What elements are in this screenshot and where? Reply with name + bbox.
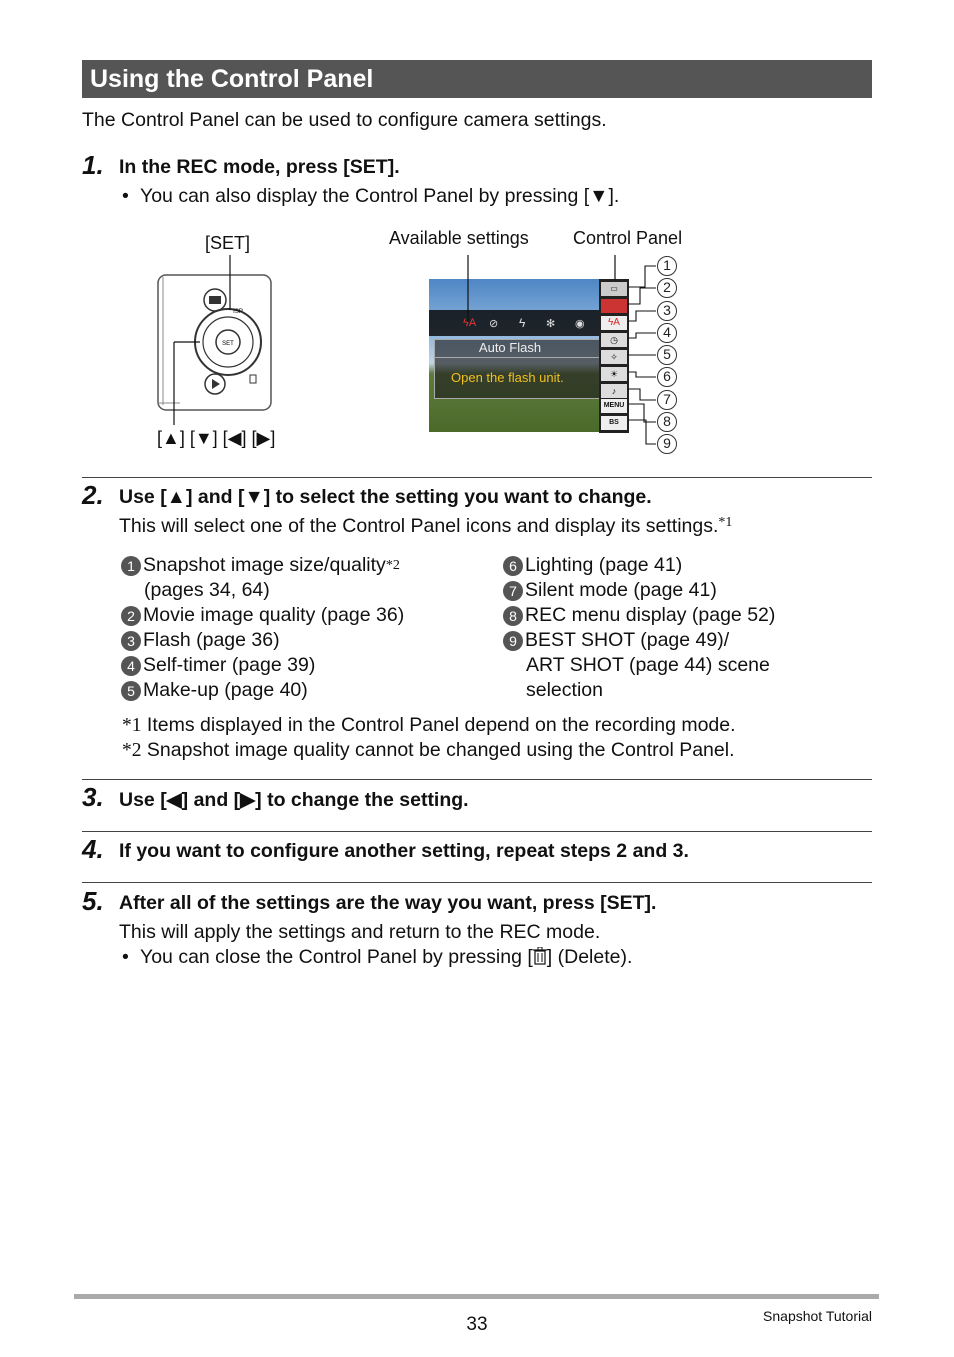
- step-divider: [82, 882, 872, 883]
- step-5-title: After all of the settings are the way you want, press [SET].: [119, 892, 657, 914]
- callout-3: 3: [657, 301, 677, 321]
- footer-rule: [74, 1294, 879, 1299]
- make-up-icon: ✧: [601, 350, 627, 364]
- callout-8: 8: [657, 412, 677, 432]
- step-3-number: 3.: [82, 782, 104, 812]
- footnotes: [122, 713, 736, 763]
- list-item: 9 BEST SHOT (page 49)/: [503, 628, 775, 653]
- step-1-title: In the REC mode, press [SET].: [119, 156, 400, 178]
- footnote-1: *1 Items displayed in the Control Panel depend on the recording mode.: [122, 714, 736, 736]
- arrows-label: [▲] [▼] [◀] [▶]: [157, 428, 276, 448]
- list-item: 5 Make-up (page 40): [121, 678, 404, 703]
- self-timer-icon: ◷: [601, 333, 627, 347]
- callout-7: 7: [657, 390, 677, 410]
- lighting-icon: ☀: [601, 367, 627, 381]
- step-2-title: Use [▲] and [▼] to select the setting you want to change.: [119, 486, 652, 508]
- list-item: 4 Self-timer (page 39): [121, 653, 404, 678]
- set-label: [SET]: [205, 233, 251, 253]
- list-item: 1 Snapshot image size/quality$^{*2}$: [121, 553, 404, 578]
- control-panel-label: Control Panel: [573, 228, 683, 248]
- menu-icon: MENU: [601, 399, 627, 413]
- leader-lines: [460, 250, 660, 460]
- step-4-number: 4.: [82, 834, 104, 864]
- available-settings-label: Available settings: [389, 228, 529, 248]
- flash-icon: ϟA: [601, 316, 627, 330]
- callout-5: 5: [657, 345, 677, 365]
- callout-2: 2: [657, 278, 677, 298]
- cam-set-text: SET: [222, 341, 234, 347]
- list-item: selection: [526, 679, 603, 701]
- list-item: ART SHOT (page 44) scene: [526, 654, 770, 676]
- callout-9: 9: [657, 434, 677, 454]
- screen-title: Auto Flash: [478, 340, 542, 355]
- step-4-title: If you want to configure another setting, repeat steps 2 and 3.: [119, 840, 689, 862]
- callout-4: 4: [657, 323, 677, 343]
- list-item: 7 Silent mode (page 41): [503, 578, 775, 603]
- step-2-number: 2.: [82, 480, 104, 510]
- step-5-bullet: • You can close the Control Panel by pressing [ ] (Delete).: [122, 946, 633, 968]
- settings-list-right: [503, 553, 775, 703]
- step-1-bullet: • You can also display the Control Panel by pressing [▼].: [122, 185, 620, 207]
- trash-icon: [533, 947, 547, 965]
- flash-soft-icon: ✻: [546, 318, 556, 330]
- settings-list-left: [121, 553, 404, 703]
- flash-off-icon: ⊘: [489, 318, 499, 330]
- list-item: (pages 34, 64): [144, 579, 270, 601]
- callout-6: 6: [657, 367, 677, 387]
- bs-icon: BS: [601, 416, 627, 430]
- step-5-number: 5.: [82, 886, 104, 916]
- list-item: 6 Lighting (page 41): [503, 553, 775, 578]
- page-number: 33: [466, 1314, 488, 1335]
- intro-text: The Control Panel can be used to configure camera settings.: [82, 109, 607, 131]
- image-size-icon: ▭: [601, 282, 627, 296]
- list-item: 3 Flash (page 36): [121, 628, 404, 653]
- camera-back-illustration: [150, 255, 280, 425]
- list-item: 2 Movie image quality (page 36): [121, 603, 404, 628]
- footnote-2: *2 Snapshot image quality cannot be changed using the Control Panel.: [122, 739, 735, 761]
- screen-message: Open the flash unit.: [451, 370, 564, 385]
- cam-isp-text: ISP: [233, 309, 243, 315]
- step-divider: [82, 831, 872, 832]
- silent-mode-icon: ♪: [601, 384, 627, 398]
- step-1-number: 1.: [82, 150, 104, 180]
- footer-section-name: Snapshot Tutorial: [763, 1308, 872, 1324]
- section-title: Using the Control Panel: [82, 60, 872, 98]
- step-3-title: Use [◀] and [▶] to change the setting.: [119, 789, 469, 811]
- list-item: 8 REC menu display (page 52): [503, 603, 775, 628]
- callout-1: 1: [657, 256, 677, 276]
- red-eye-icon: ◉: [575, 318, 585, 330]
- flash-auto-icon: ϟA: [463, 317, 477, 329]
- step-2-body: This will select one of the Control Panel icons and display its settings.$^{*1}$: [119, 515, 733, 537]
- step-divider: [82, 779, 872, 780]
- flash-on-icon: ϟ: [519, 316, 526, 330]
- step-5-body: This will apply the settings and return to the REC mode.: [119, 921, 601, 943]
- step-divider: [82, 477, 872, 478]
